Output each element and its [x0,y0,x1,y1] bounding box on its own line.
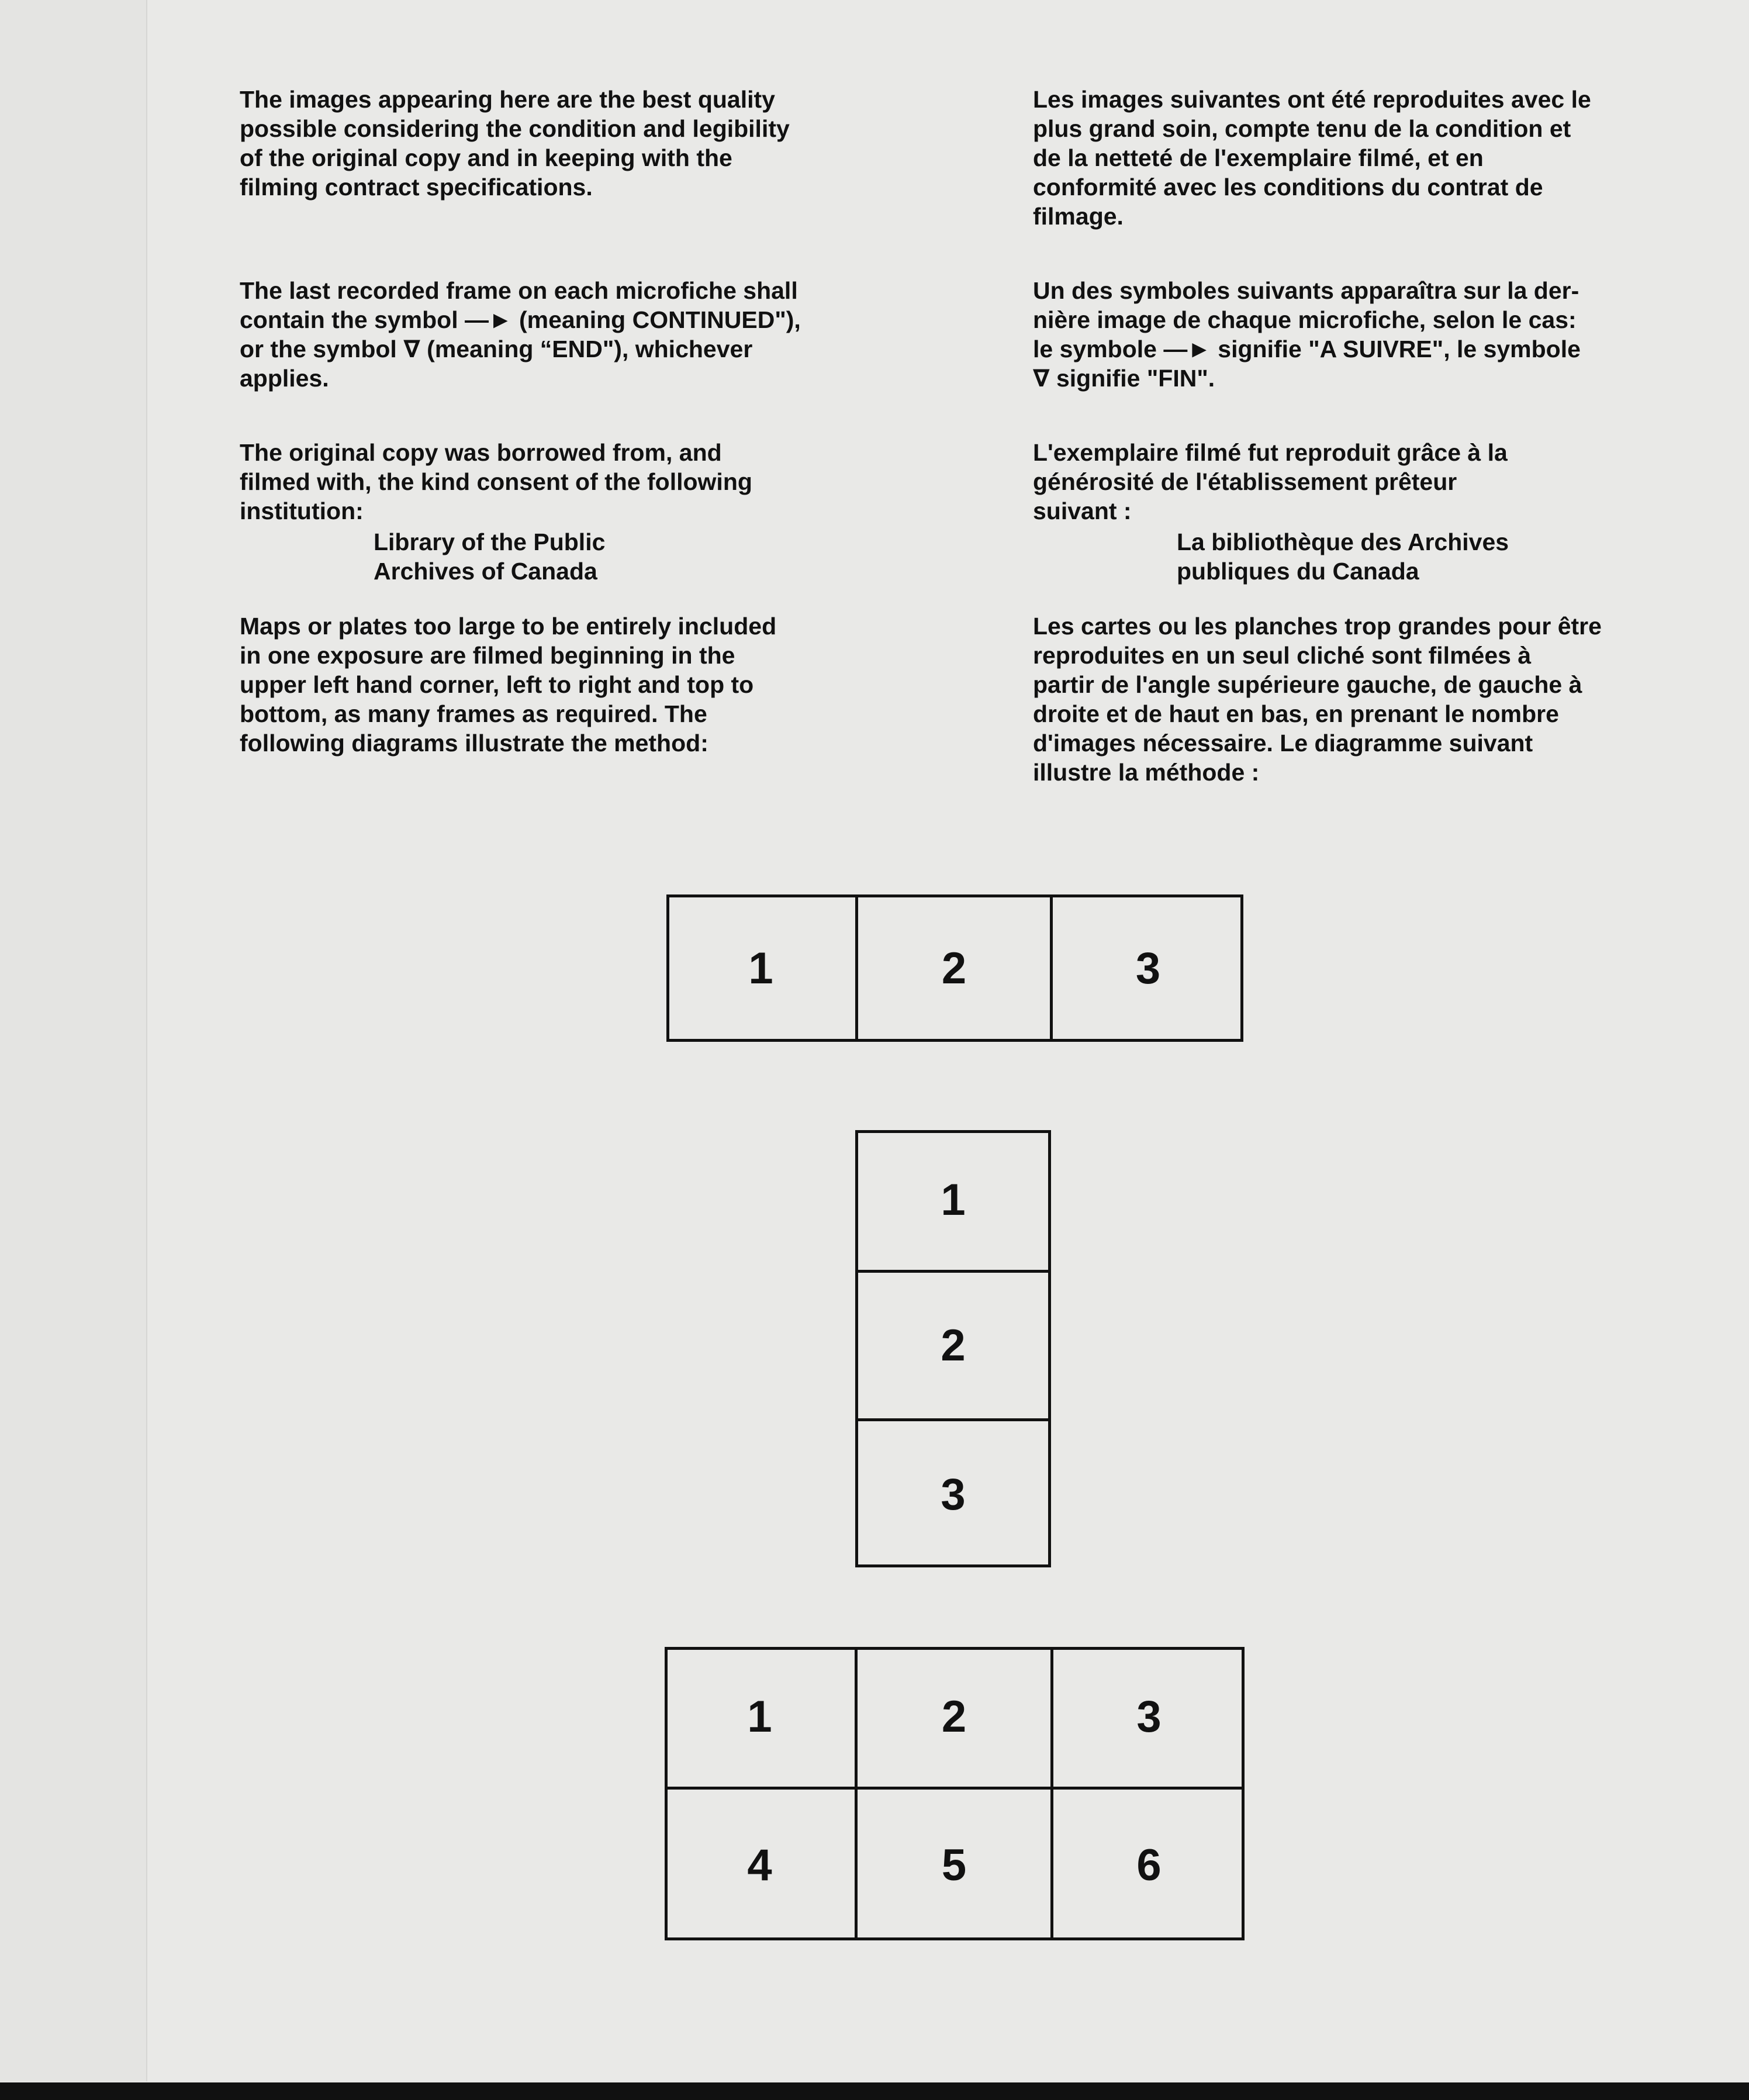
left-margin-strip [0,0,147,2081]
bottom-film-edge [0,2082,1749,2100]
diagram-cell: 2 [858,894,1053,1042]
english-paragraph-maps: Maps or plates too large to be entirely included in one exposure are filmed beginning in the upper left hand corner, left to right and top to bottom, as many frames as required. The following diagrams illustrate the method: [240,613,777,757]
french-paragraph-maps: Les cartes ou les planches trop grandes pour être reproduites en un seul cliché sont filmées à partir de l'angle supérieure gauche, de gauche à droite et de haut en bas, en prenant le nombre d'images nécessaire. Le diagramme suivant illustre la méthode : [1033,613,1602,786]
diagram-vertical-three [855,1130,1051,1567]
french-paragraph-original-copy: L'exemplaire filmé fut reproduit grâce à la générosité de l'établissement prêteur suivant : [1033,439,1508,524]
diagram-grid-six [665,1647,1245,1940]
english-paragraph-symbols: The last recorded frame on each microfiche shall contain the symbol —► (meaning CONTINUED"), or the symbol ∇ (meaning “END"), whichever applies. [240,277,801,392]
diagram-cell: 1 [665,1647,858,1790]
english-paragraph-original-copy: The original copy was borrowed from, and filmed with, the kind consent of the following institution: [240,439,752,524]
diagram-cell: 6 [1136,1840,1162,1890]
diagram-cell: 5 [858,1790,1053,1940]
diagram-cell: 3 [1135,943,1161,993]
french-paragraph-symbols: Un des symboles suivants apparaîtra sur la der- nière image de chaque microfiche, selon le cas: le symbole —► signifie "A SUIVRE", le symbole ∇ signifie "FIN". [1033,277,1581,392]
diagram-cell: 4 [665,1790,858,1940]
diagram-cell: 3 [941,1469,966,1519]
diagram-cell: 1 [666,894,858,1042]
diagram-cell: 2 [855,1273,1051,1421]
french-institution-name: La bibliothèque des Archives publiques du Canada [1177,529,1509,585]
diagram-cell: 3 [1053,1647,1245,1790]
diagram-cell: 2 [858,1647,1053,1790]
english-paragraph-quality: The images appearing here are the best quality possible considering the condition and legibility of the original copy and in keeping with the filming contract specifications. [240,86,790,201]
english-institution-name: Library of the Public Archives of Canada [374,529,606,585]
diagram-cell: 1 [855,1130,1051,1273]
diagram-horizontal-three [666,894,1243,1042]
french-paragraph-quality: Les images suivantes ont été reproduites avec le plus grand soin, compte tenu de la condition et de la netteté de l'exemplaire filmé, et en conformité avec les conditions du contrat de filmage. [1033,86,1591,230]
